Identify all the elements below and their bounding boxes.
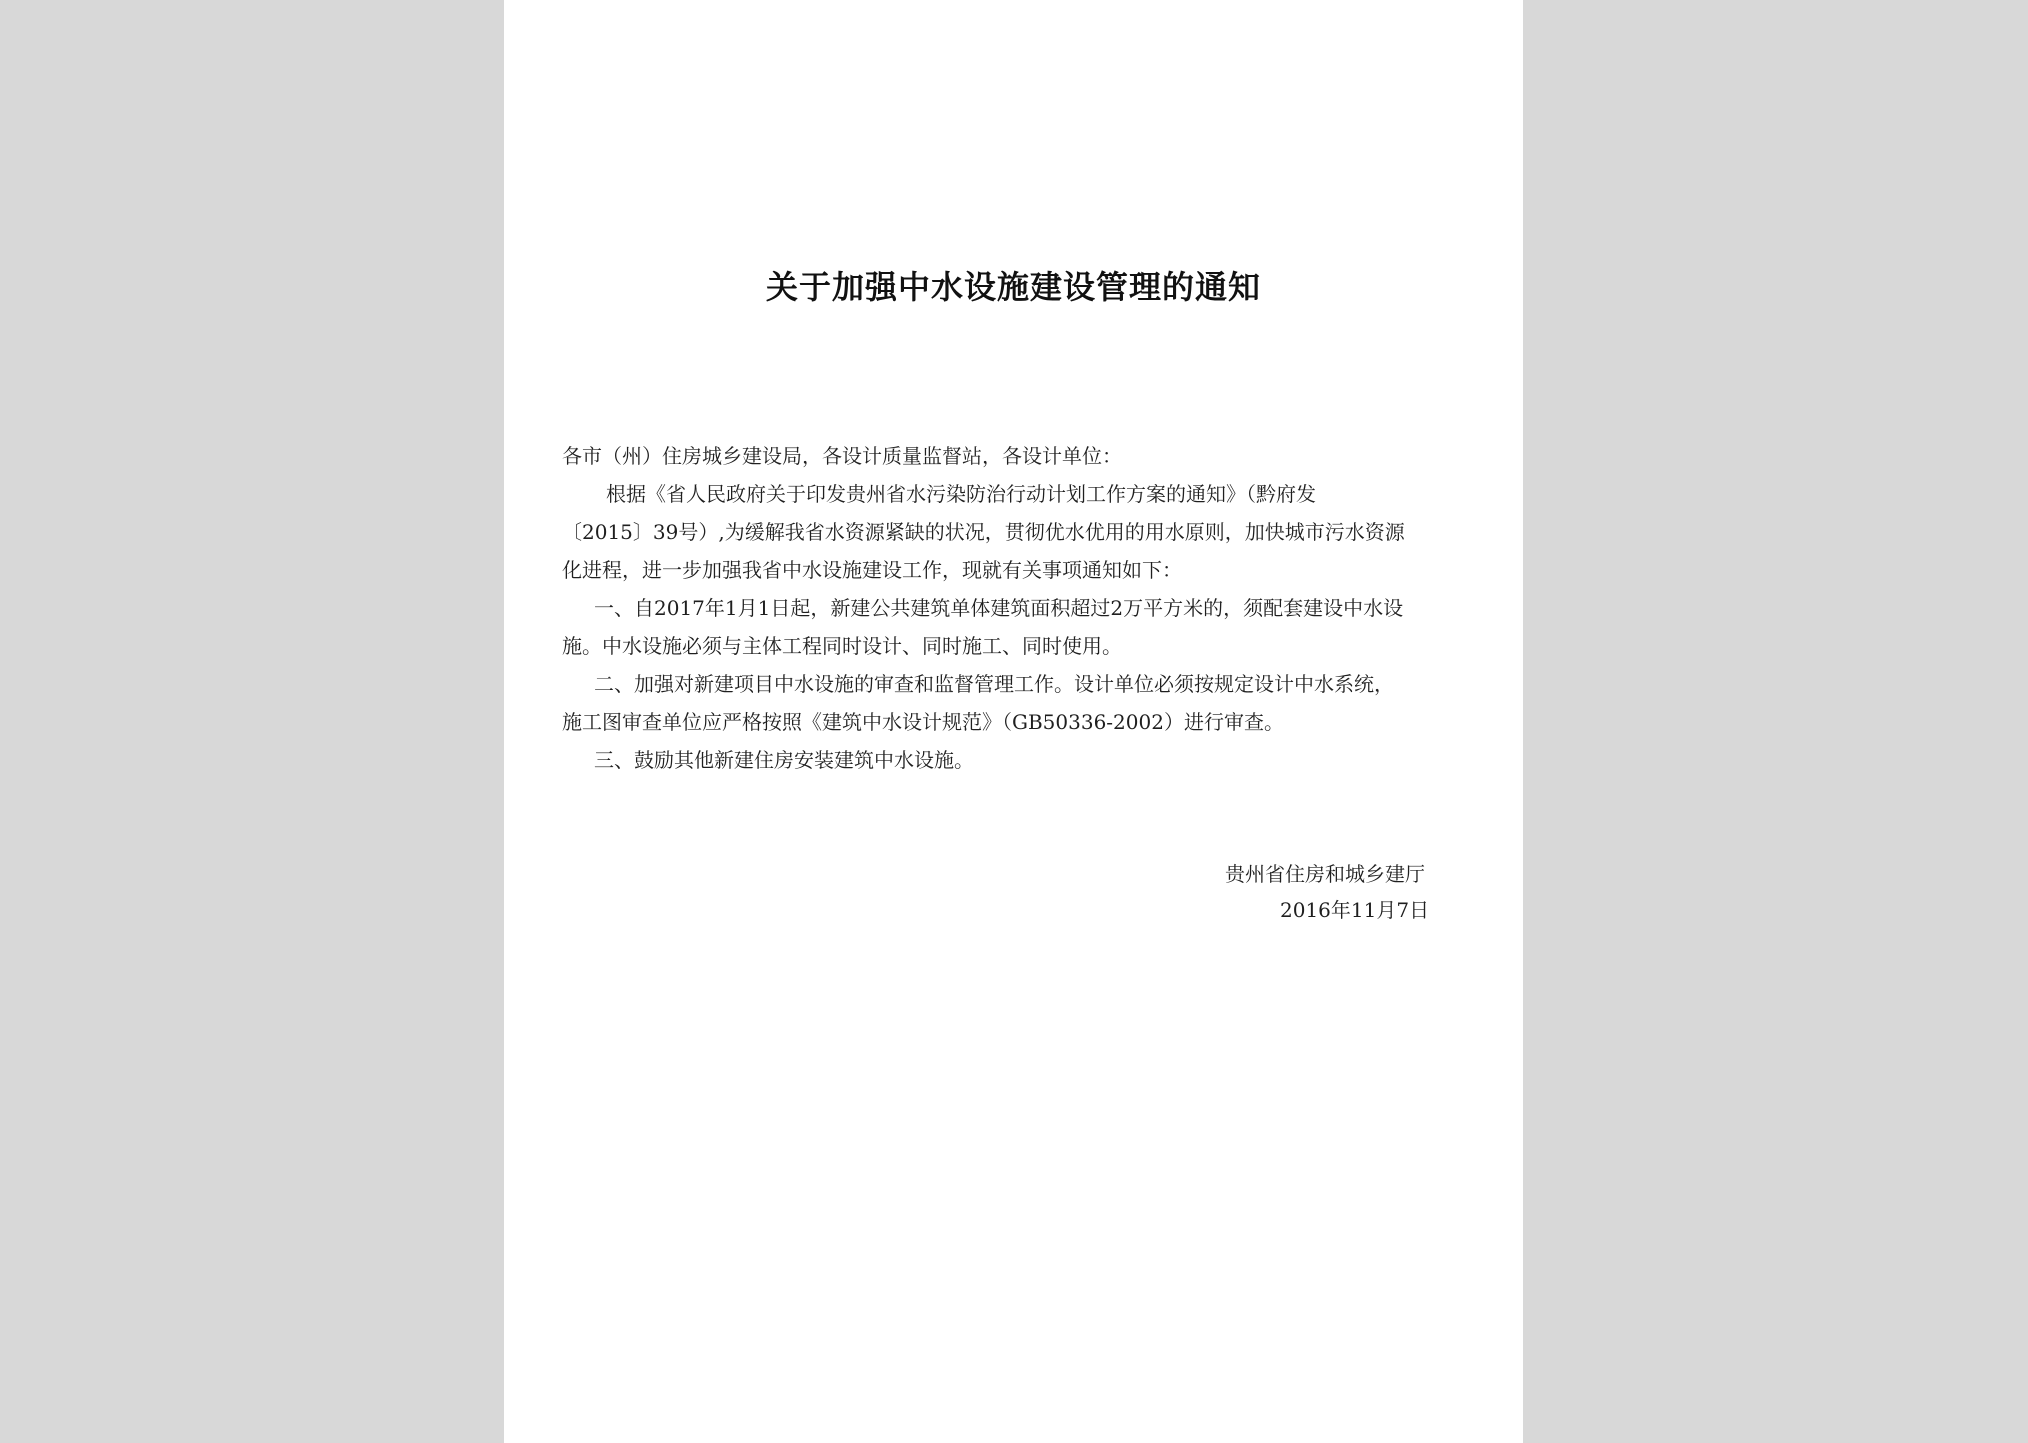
document-title: 关于加强中水设施建设管理的通知 <box>765 268 1261 306</box>
paragraph-line: 二、加强对新建项目中水设施的审查和监督管理工作。设计单位必须按规定设计中水系统， <box>594 672 1394 696</box>
signature-organization: 贵州省住房和城乡建厅 <box>1225 862 1425 886</box>
paragraph-line: 一、自2017年1月1日起，新建公共建筑单体建筑面积超过2万平方米的，须配套建设中水设 <box>594 596 1404 620</box>
paragraph-line: 三、鼓励其他新建住房安装建筑中水设施。 <box>594 748 974 772</box>
document-page <box>504 0 1523 1443</box>
salutation: 各市（州）住房城乡建设局，各设计质量监督站，各设计单位： <box>562 444 1122 468</box>
paragraph-line: 施工图审查单位应严格按照《建筑中水设计规范》（GB50336-2002）进行审查。 <box>562 710 1284 734</box>
signature-date: 2016年11月7日 <box>1280 898 1430 922</box>
paragraph-line: 化进程，进一步加强我省中水设施建设工作，现就有关事项通知如下： <box>562 558 1182 582</box>
paragraph-line: 〔2015〕39号）,为缓解我省水资源紧缺的状况，贯彻优水优用的用水原则，加快城市污水资源 <box>562 520 1405 544</box>
paragraph-line: 根据《省人民政府关于印发贵州省水污染防治行动计划工作方案的通知》（黔府发 <box>606 482 1316 506</box>
paragraph-line: 施。中水设施必须与主体工程同时设计、同时施工、同时使用。 <box>562 634 1122 658</box>
